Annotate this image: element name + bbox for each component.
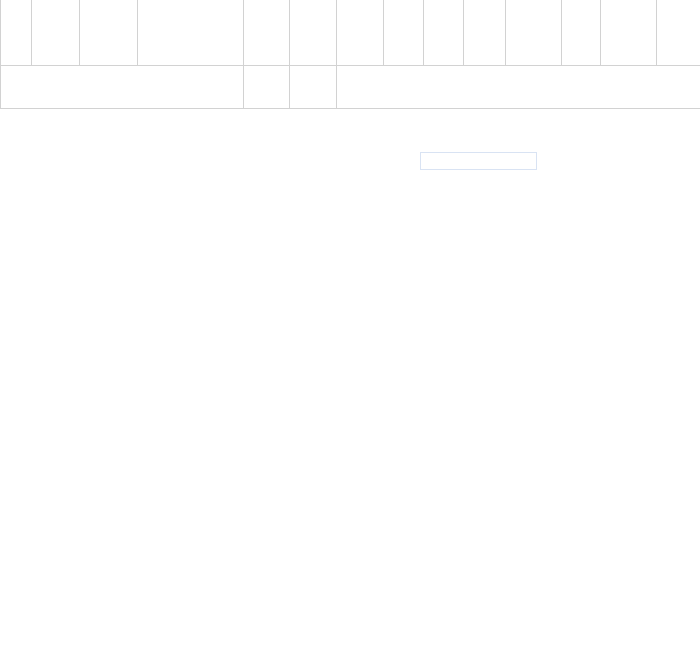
stt-cell	[1, 0, 32, 66]
section-header-row	[1, 66, 700, 109]
block-2-cell	[424, 0, 464, 66]
score-3-cell	[562, 0, 601, 66]
quota-2-cell	[290, 0, 337, 66]
block-3-cell	[506, 0, 562, 66]
school-code-cell	[32, 0, 80, 66]
score-1-cell	[384, 0, 424, 66]
section-empty-cell	[337, 66, 700, 109]
section-title	[1, 66, 244, 109]
block-1-cell	[337, 0, 384, 66]
section-quota-1	[244, 66, 290, 109]
table-body-row-32	[1, 0, 700, 66]
block-4-cell	[601, 0, 657, 66]
quota-1-cell	[244, 0, 290, 66]
major-name-cell	[138, 0, 244, 66]
table-row	[1, 0, 700, 66]
watermark	[420, 152, 537, 170]
major-code-cell	[80, 0, 138, 66]
table-body-section	[1, 66, 700, 109]
score-2-cell	[464, 0, 506, 66]
section-quota-2	[290, 66, 337, 109]
score-4-cell	[657, 0, 700, 66]
admission-table	[0, 0, 700, 109]
